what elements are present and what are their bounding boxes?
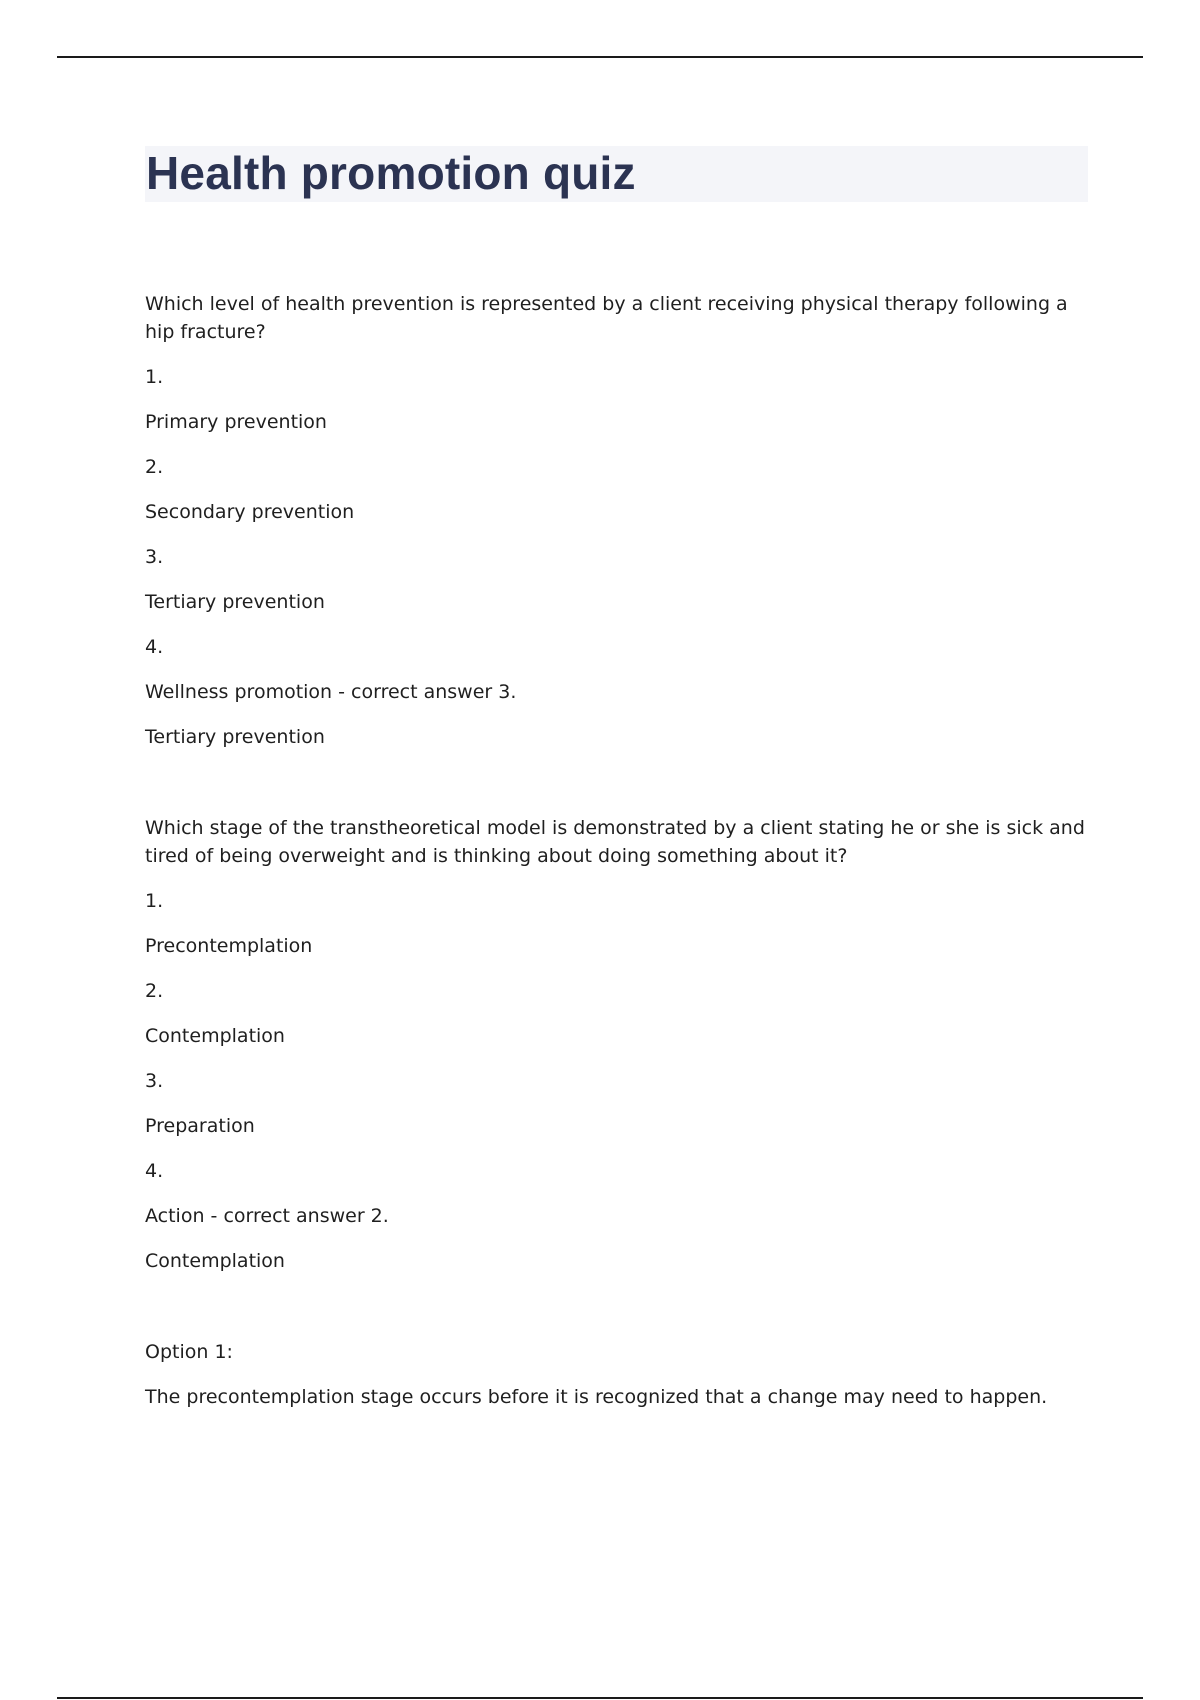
- explanation-block: [145, 1338, 1095, 1411]
- option-number: 2.: [145, 980, 164, 1002]
- document-body: [145, 290, 1095, 1428]
- option-number: 1.: [145, 890, 164, 912]
- option-text: Primary prevention: [145, 411, 327, 433]
- option-number: 3.: [145, 546, 164, 568]
- bottom-rule: [57, 1697, 1143, 1699]
- question-text: Which stage of the transtheoretical model is demonstrated by a client stating he or she is sick and tired of being overweight and is thinking about doing something about it?: [145, 817, 1085, 867]
- correct-answer-text: Tertiary prevention: [145, 726, 325, 748]
- option-number: 2.: [145, 456, 164, 478]
- option-number: 1.: [145, 366, 164, 388]
- option-text: Preparation: [145, 1115, 255, 1137]
- option-number: 4.: [145, 636, 164, 658]
- page-title: Health promotion quiz: [146, 147, 636, 199]
- explanation-heading: Option 1:: [145, 1341, 233, 1363]
- question-block-2: [145, 814, 1095, 1275]
- correct-answer-text: Contemplation: [145, 1250, 285, 1272]
- option-text-with-answer: Wellness promotion - correct answer 3.: [145, 681, 517, 703]
- option-text: Secondary prevention: [145, 501, 355, 523]
- top-rule: [57, 56, 1143, 58]
- option-text: Contemplation: [145, 1025, 285, 1047]
- option-number: 4.: [145, 1160, 164, 1182]
- explanation-text: The precontemplation stage occurs before it is recognized that a change may need to happen.: [145, 1386, 1048, 1408]
- question-block-1: [145, 290, 1095, 751]
- option-number: 3.: [145, 1070, 164, 1092]
- question-text: Which level of health prevention is represented by a client receiving physical therapy following a hip fracture?: [145, 293, 1068, 343]
- option-text: Tertiary prevention: [145, 591, 325, 613]
- option-text-with-answer: Action - correct answer 2.: [145, 1205, 389, 1227]
- option-text: Precontemplation: [145, 935, 313, 957]
